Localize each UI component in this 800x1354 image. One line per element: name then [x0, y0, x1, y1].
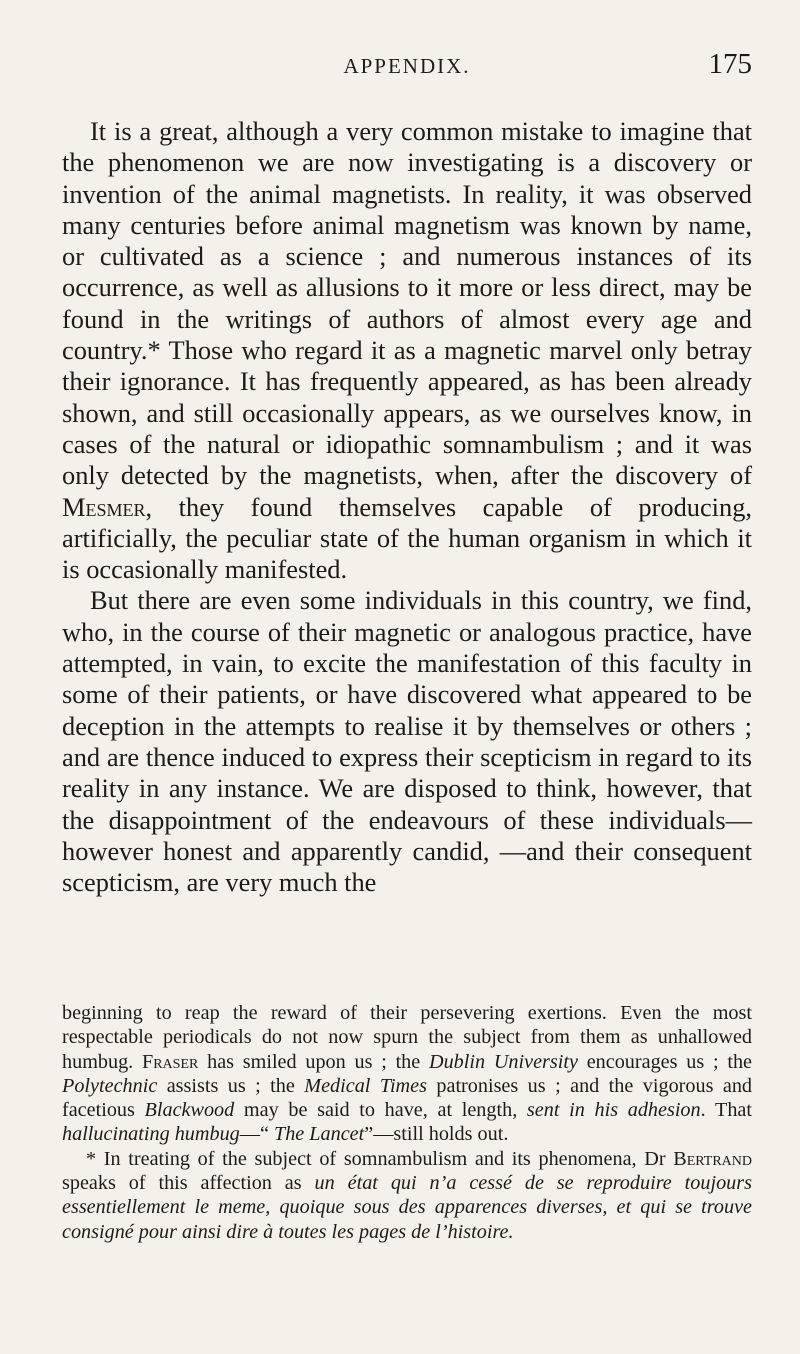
paragraph-1-text-b: Those who regard it as a magnetic marvel only betray their ignorance. It has frequently appeared, as has been already shown, and still occasionally appears, as we ourselves know, in cases of the natural or idiopathic somnambulism ; and it was only detected by the magnetists, when, after the discovery of — [62, 335, 752, 491]
name-fraser: Fraser — [141, 1050, 199, 1073]
french-quotation: un état qui n’a cessé de se reproduire toujours essentiellement le meme, quoique sous des apparences diverses, et qui se trouve consigné pour ainsi dire à toutes les pages de l’histoire. — [62, 1172, 752, 1243]
footnote-text: beginning to reap the reward of their persevering exertions. Even the most respectable periodicals do not now spurn the subject from them as unhallowed humbug. — [62, 1002, 752, 1073]
title-dublin-university: Dublin University — [429, 1050, 578, 1073]
footnotes — [62, 1001, 752, 1244]
footnote-text: In treating of the subject of somnambulism and its phenomena, Dr — [96, 1147, 674, 1170]
paragraph-2: But there are even some individuals in this country, we find, who, in the course of their magnetic or analogous practice, have attempted, in vain, to excite the manifestation of this faculty in some of their patients, or have discovered what appeared to be deception in the attempts to realise it by themselves or others ; and are thence induced to express their scepticism in regard to its reality in any instance. We are disposed to think, however, that the disappointment of the endeavours of these individuals—however honest and apparently candid, —and their consequent scepticism, are very much the — [62, 585, 752, 898]
title-the-lancet: The Lancet — [273, 1123, 365, 1146]
phrase-hallucinating-humbug: hallucinating humbug — [62, 1123, 240, 1146]
footnote-star — [62, 1147, 752, 1244]
page-number: 175 — [708, 48, 752, 80]
footnote-text: encourages us ; the — [577, 1050, 752, 1073]
footnote-text: speaks of this affection as — [62, 1172, 315, 1195]
title-medical-times: Medical Times — [304, 1074, 427, 1097]
name-bertrand: Bertrand — [673, 1147, 752, 1170]
paragraph-1 — [62, 116, 752, 585]
footnote-text: —“ — [239, 1123, 274, 1146]
footnote-text: . That — [700, 1099, 752, 1122]
running-head — [62, 46, 752, 86]
footnote-text: patronises us ; and the vigorous and facetious — [62, 1074, 753, 1122]
footnote-text: has smiled upon us ; the — [198, 1050, 429, 1073]
main-text — [62, 116, 752, 898]
footnote-marker: * — [147, 335, 161, 366]
paragraph-1-text-c: , they found themselves capable of producing, artificially, the peculiar state of the human organism in which it is occasionally manifested. — [62, 491, 752, 585]
footnote-text: ”—still holds out. — [364, 1123, 509, 1146]
footnote-text: may be said to have, at length, — [234, 1099, 527, 1122]
paragraph-1-text-a: It is a great, although a very common mistake to imagine that the phenomenon we are now investigating is a discovery or invention of the animal magnetists. In reality, it was observed many centuries before animal magnetism was known by name, or cultivated as a science ; and numerous instances of its occurrence, as well as allusions to it more or less direct, may be found in the writings of authors of almost every age and country. — [62, 116, 752, 366]
title-polytechnic: Polytechnic — [62, 1074, 158, 1097]
phrase-sent-in-his-adhesion: sent in his adhesion — [526, 1099, 701, 1122]
title-blackwood: Blackwood — [144, 1099, 235, 1122]
footnote-star-marker: * — [86, 1147, 97, 1170]
name-mesmer: Mesmer — [62, 491, 146, 522]
footnote-text: assists us ; the — [157, 1074, 305, 1097]
running-title: APPENDIX. — [343, 54, 471, 78]
footnote-continued — [62, 1001, 752, 1147]
